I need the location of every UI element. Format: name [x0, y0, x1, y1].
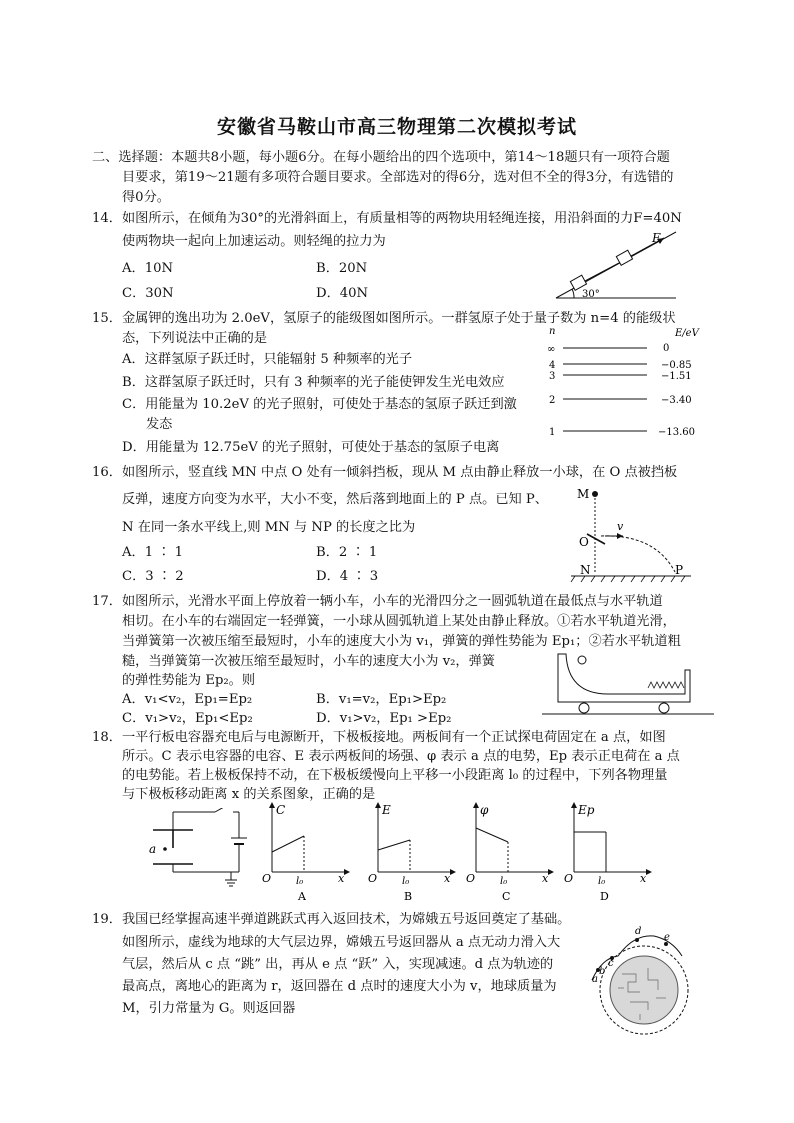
point-a-label: a [149, 842, 157, 856]
energy-level-diagram [545, 324, 705, 444]
angle-label: 30° [582, 289, 600, 300]
q19-line: 19．我国已经掌握高速半弹道跳跃式再入返回技术，为嫦娥五号返回奠定了基础。 [92, 912, 571, 927]
q14-option-c: C．30N [122, 286, 174, 301]
svg-text:4: 4 [549, 360, 556, 371]
q17-option-d: D．v₁>v₂，Ep₁ >Ep₂ [316, 711, 452, 726]
level-inf [547, 343, 669, 355]
svg-text:x: x [542, 872, 549, 885]
svg-text:x: x [444, 872, 451, 885]
svg-text:−1.51: −1.51 [661, 371, 692, 382]
svg-text:∞: ∞ [547, 344, 556, 355]
section-line: 目要求，第19～21题有多项符合题目要求。全部选对的得6分，选对但不全的得3分，有选错的 [122, 170, 674, 185]
q16-option-c: C．3 ∶ 2 [122, 569, 184, 584]
q18-line: 所示。C 表示电容器的电容、E 表示两板间的场强、φ 表示 a 点的电势，Ep 表示正电荷在 a 点 [122, 749, 680, 764]
svg-text:C: C [276, 803, 286, 817]
level-4 [549, 360, 692, 371]
n-axis-label: n [549, 326, 556, 337]
point-p-label: P [675, 563, 684, 577]
cart-figure [538, 648, 718, 720]
svg-text:l₀: l₀ [296, 876, 304, 887]
svg-text:2: 2 [549, 395, 556, 406]
q16-line: N 在同一条水平线上,则 MN 与 NP 的长度之比为 [122, 520, 416, 535]
q19-line: 如图所示，虚线为地球的大气层边界，嫦娥五号返回器从 a 点无动力滑入大 [122, 935, 561, 950]
svg-text:3: 3 [549, 371, 556, 382]
q15-option-c: C．用能量为 10.2eV 的光子照射，可使处于基态的氢原子跃迁到激 [122, 397, 517, 412]
svg-text:x: x [338, 872, 345, 885]
section-line: 得0分。 [122, 190, 170, 205]
svg-text:−0.85: −0.85 [661, 360, 692, 371]
graph-c [464, 800, 564, 904]
q14-option-d: D．40N [316, 286, 369, 301]
point-n-label: N [580, 563, 591, 577]
q17-option-b: B．v₁=v₂，Ep₁>Ep₂ [316, 692, 447, 707]
svg-text:Ep: Ep [578, 803, 595, 817]
q16-line: 16．如图所示，竖直线 MN 中点 O 处有一倾斜挡板，现从 M 点由静止释放一小球，在 O 点被挡板 [92, 465, 678, 480]
spring-icon [648, 682, 684, 688]
graph-a [260, 800, 360, 904]
capacitor-circuit [143, 808, 253, 890]
svg-text:l₀: l₀ [402, 876, 410, 887]
graph-caption: A [298, 890, 306, 903]
svg-text:a: a [592, 974, 598, 985]
q16-line: 反弹，速度方向变为水平，大小不变，然后落到地面上的 P 点。已知 P、 [122, 492, 548, 507]
reentry-figure [590, 918, 700, 1040]
svg-text:1: 1 [549, 427, 556, 438]
q15-option-b: B．这群氢原子跃迁时，只有 3 种频率的光子能使钾发生光电效应 [122, 375, 505, 390]
velocity-label: v [617, 520, 624, 533]
q16-option-d: D．4 ∶ 3 [316, 569, 379, 584]
svg-text:−3.40: −3.40 [661, 395, 692, 406]
q15-line: 15．金属钾的逸出功为 2.0eV，氢原子的能级图如图所示。一群氢原子处于量子数为 n=4 的能级状 [92, 311, 676, 326]
svg-text:O: O [466, 872, 476, 885]
q19-line: M，引力常量为 G。则返回器 [122, 1001, 296, 1016]
projectile-figure [565, 484, 695, 584]
q17-line: 的弹性势能为 Ep₂。则 [122, 673, 256, 688]
graph-caption: D [600, 890, 609, 903]
q15-option-c-cont: 发态 [146, 417, 173, 432]
graph-b [366, 800, 466, 904]
q18-line: 与下极板移动距离 x 的关系图象，正确的是 [122, 787, 376, 802]
q17-line: 17．如图所示，光滑水平面上停放着一辆小车，小车的光滑四分之一圆弧轨道在最低点与水平轨道 [92, 594, 663, 609]
svg-text:e: e [664, 932, 670, 943]
svg-text:l₀: l₀ [598, 876, 606, 887]
graph-caption: C [502, 890, 511, 903]
q17-option-a: A．v₁<v₂，Ep₁=Ep₂ [122, 692, 253, 707]
q19-line: 最高点，离地心的距离为 r，返回器在 d 点时的速度大小为 v，地球质量为 [122, 979, 557, 994]
point-o-label: O [579, 535, 589, 549]
q17-option-c: C．v₁>v₂，Ep₁<Ep₂ [122, 711, 253, 726]
e-axis-label: E/eV [675, 328, 699, 339]
earth-icon [610, 956, 678, 1024]
level-1 [549, 427, 695, 438]
section-line: 二、选择题：本题共8小题，每小题6分。在每小题给出的四个选项中，第14～18题只有一项符合题 [92, 150, 670, 165]
graph-caption: B [404, 890, 413, 903]
q16-option-b: B．2 ∶ 1 [316, 545, 378, 560]
q14-line: 使两物块一起向上加速运动。则轻绳的拉力为 [122, 234, 386, 249]
q14-line: 14．如图所示，在倾角为30°的光滑斜面上，有质量相等的两物块用轻绳连接，用沿斜面的力F=40N [92, 211, 682, 226]
svg-text:c: c [608, 958, 614, 969]
level-2 [549, 395, 692, 406]
q15-line: 态，下列说法中正确的是 [122, 331, 268, 346]
svg-text:−13.60: −13.60 [658, 427, 696, 438]
svg-text:x: x [640, 872, 647, 885]
graph-d [562, 800, 662, 904]
svg-text:l₀: l₀ [500, 876, 508, 887]
svg-text:d: d [635, 926, 642, 937]
point-m-label: M [577, 487, 590, 501]
q14-option-b: B．20N [316, 261, 368, 276]
q15-option-d: D．用能量为 12.75eV 的光子照射，可使处于基态的氢原子电离 [122, 440, 500, 455]
q17-line: 当弹簧第一次被压缩至最短时，小车的速度大小为 v₁，弹簧的弹性势能为 Ep₁；②若水平轨道粗 [122, 634, 681, 649]
q15-option-a: A．这群氢原子跃迁时，只能辐射 5 种频率的光子 [122, 352, 413, 367]
ball-icon [578, 656, 586, 664]
q17-line: 糙，当弹簧第一次被压缩至最短时，小车的速度大小为 v₂，弹簧 [122, 654, 495, 669]
q18-line: 的电势能。若上极板保持不动，在下极板缓慢向上平移一小段距离 l₀ 的过程中，下列各物理量 [122, 768, 668, 783]
q19-line: 气层，然后从 c 点 “跳” 出，再从 e 点 “跃” 入，实现减速。d 点为轨迹的 [122, 957, 554, 972]
page-title: 安徽省马鞍山市高三物理第二次模拟考试 [216, 116, 577, 138]
svg-text:E: E [382, 803, 391, 817]
q16-option-a: A．1 ∶ 1 [122, 545, 184, 560]
level-3 [549, 371, 692, 382]
q14-option-a: A．10N [122, 261, 174, 276]
svg-text:O: O [564, 872, 574, 885]
q18-line: 18．一平行板电容器充电后与电源断开，下极板接地。两板间有一个正试探电荷固定在 a 点，如图 [92, 730, 666, 745]
svg-text:O: O [262, 872, 272, 885]
svg-text:O: O [368, 872, 378, 885]
svg-text:0: 0 [663, 343, 670, 354]
svg-text:b: b [599, 966, 606, 977]
svg-text:φ: φ [480, 803, 489, 817]
q17-line: 相切。在小车的右端固定一轻弹簧，一小球从圆弧轨道上某处由静止释放。①若水平轨道光滑， [122, 614, 676, 629]
incline-figure [552, 228, 682, 304]
force-label: F [652, 231, 661, 245]
